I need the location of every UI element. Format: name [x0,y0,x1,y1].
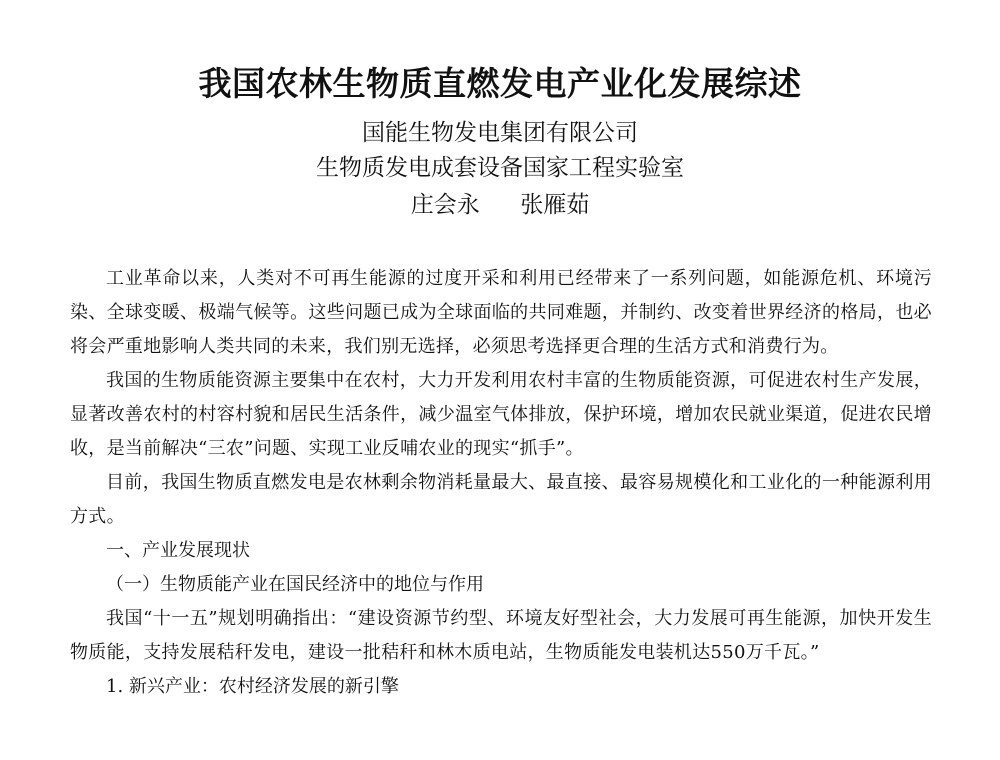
item-heading: 1. 新兴产业：农村经济发展的新引擎 [106,676,399,697]
paragraph-3: 目前，我国生物质直燃发电是农林剩余物消耗量最大、最直接、最容易规模化和工业化的一种能源利用方式。 [70,472,932,527]
section-heading: 一、产业发展现状 [106,540,250,561]
paragraph-4: 我国“十一五”规划明确指出：“建设资源节约型、环境友好型社会，大力发展可再生能源，加快开发生物质能，支持发展秸秆发电，建设一批秸秆和林木质电站，生物质能发电装机达550万千瓦。” [70,608,932,663]
paragraph-2: 我国的生物质能资源主要集中在农村，大力开发利用农村丰富的生物质能资源，可促进农村生产发展，显著改善农村的村容村貌和居民生活条件，减少温室气体排放，保护环境，增加农民就业渠道，促进农民增收，是当前解决“三农”问题、实现工业反哺农业的现实“抓手”。 [70,370,932,459]
document-title: 我国农林生物质直燃发电产业化发展综述 [198,64,802,103]
subsection-heading: （一）生物质能产业在国民经济中的地位与作用 [106,574,484,595]
author-1: 庄会永 [410,192,480,218]
paragraph-1: 工业革命以来，人类对不可再生能源的过度开采和利用已经带来了一系列问题，如能源危机、环境污染、全球变暖、极端气候等。这些问题已成为全球面临的共同难题，并制约、改变着世界经济的格局，也必将会严重地影响人类共同的未来，我们别无选择，必须思考选择更合理的生活方式和消费行为。 [70,268,932,357]
author-line [0,188,1000,222]
document-body [70,262,932,704]
laboratory-name: 生物质发电成套设备国家工程实验室 [316,155,684,181]
organization-name: 国能生物发电集团有限公司 [362,120,638,146]
author-2: 张雁茹 [520,192,590,218]
